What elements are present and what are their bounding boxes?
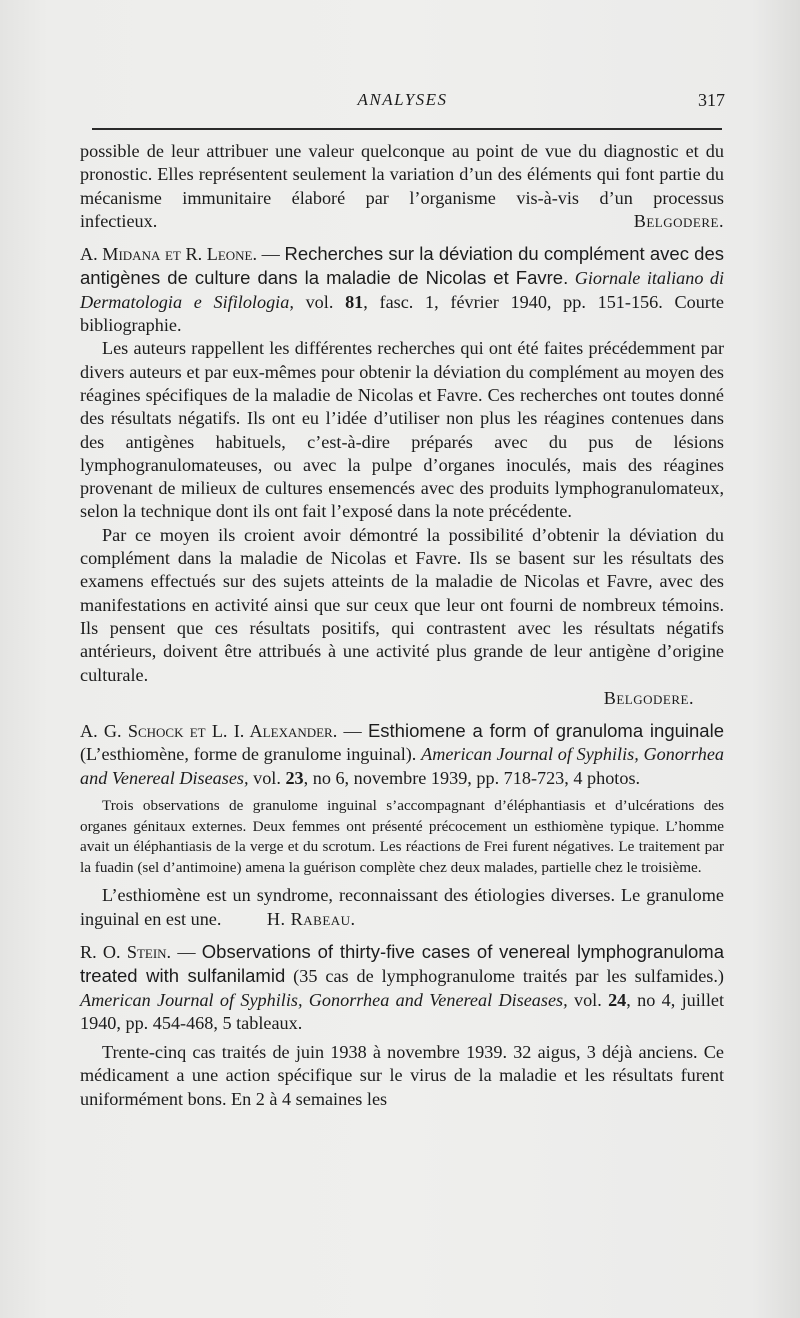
entry-2-p2-text: L’esthiomène est un syndrome, reconnaissant des étiologies diverses. Le granulome inguinal en est une. (80, 885, 724, 929)
entry-1-dash: — (257, 244, 285, 265)
running-head: ANALYSES (357, 90, 448, 109)
entry-2-authors: A. G. Schock et L. I. Alexander. (80, 721, 338, 742)
intro-signature: Belgodere. (633, 210, 724, 231)
page-number: 317 (698, 90, 725, 110)
intro-paragraph (80, 140, 724, 233)
entry-2-paragraph-2 (80, 884, 724, 931)
entry-2-vol-prefix: vol. (248, 767, 286, 788)
entry-3-authors: R. O. Stein. (80, 941, 172, 962)
entry-3-vol-prefix: vol. (567, 989, 609, 1010)
entry-3-ref-tail: , no 4, juillet 1940, pp. 454-468, 5 tableaux. (80, 989, 724, 1033)
entry-1-vol-prefix: vol. (293, 291, 346, 312)
entry-2-title: Esthiomene a form of granuloma inguinale (367, 720, 724, 742)
entry-2-signature: H. Rabeau. (266, 908, 356, 929)
entry-2-ref-tail: , no 6, novembre 1939, pp. 718-723, 4 photos. (303, 767, 641, 788)
entry-2-paragraph-1: Trois observations de granulome inguinal s’accompagnant d’éléphantiasis et d’ulcérations des organes génitaux externes. Deux femmes ont présenté précocement un esthiomène typique. L’homme avait un éléphantiasis de la verge et du scrotum. Les réactions de Frei furent négatives. Le traitement par la fuadin (sel d’antimoine) amena la guérison complète chez deux malades, partielle chez le troisième. (80, 797, 724, 876)
header-rule (92, 128, 722, 130)
entry-2-journal: American Journal of Syphilis, Gonorrhea and Venereal Diseases, (80, 744, 724, 788)
entry-1-citation (80, 242, 724, 337)
entry-2-volume: 23 (285, 767, 304, 788)
intro-text: possible de leur attribuer une valeur quelconque au point de vue du diagnostic et du pronostic. Elles représentent seulement la variation d’un des éléments qui font partie du mécanisme immunitaire élaboré par l’organisme vis-à-vis d’un processus infectieux. (80, 141, 724, 231)
entry-1-ref-tail: , fasc. 1, février 1940, pp. 151-156. Courte bibliographie. (80, 291, 724, 336)
entry-1-journal: Giornale italiano di Dermatologia e Sifilologia, (80, 268, 725, 312)
page-header (80, 90, 725, 120)
entry-2-dash: — (337, 721, 368, 742)
entry-3-dash: — (171, 941, 202, 962)
entry-3-citation (80, 940, 724, 1035)
entry-1-authors: A. Midana et R. Leone. (80, 244, 258, 265)
entry-3-paragraph-1: Trente-cinq cas traités de juin 1938 à novembre 1939. 32 aigus, 3 déjà anciens. Ce médicament a une action spécifique sur le virus de la maladie et les résultats furent uniformément bons. En 2 à 4 semaines les (80, 1042, 724, 1109)
entry-1-signature: Belgodere. (603, 687, 694, 708)
entry-3-subtitle: (35 cas de lymphogranulome traités par les sulfamides.) (285, 966, 724, 987)
entry-3-journal: American Journal of Syphilis, Gonorrhea and Venereal Diseases, (80, 989, 568, 1010)
entry-3-title: Observations of thirty-five cases of venereal lymphogranuloma treated with sulfanilamid (80, 940, 725, 987)
entry-3-volume: 24 (608, 989, 627, 1010)
entry-2-citation (80, 719, 724, 790)
entry-1-paragraph-2 (80, 524, 724, 687)
entry-2-subtitle: (L’esthiomène, forme de granulome inguinal). (80, 744, 422, 765)
entry-1-volume: 81 (345, 291, 364, 312)
body-text (80, 140, 724, 1111)
entry-1-signature-line (80, 687, 724, 710)
entry-1-paragraph-1: Les auteurs rappellent les différentes recherches qui ont été faites précédemment par divers auteurs et par eux-mêmes pour obtenir la déviation du complément au moyen des réagines spécifiques de la maladie de Nicolas et Favre. Ces recherches ont toutes donné des résultats négatifs. Ils ont eu l’idée d’utiliser non plus les réagines contenues dans des antigènes habituels, c’est-à-dire préparés avec du pus de lésions lymphogranulomateuses, ou avec la pulpe d’organes inoculés, mais des réagines provenant de milieux de cultures ensemencés avec des produits lymphogranulomateux, selon la technique dont ils ont fait l’exposé dans la note précédente. (80, 338, 724, 522)
entry-1-title: Recherches sur la déviation du complément avec des antigènes de culture dans la maladie de Nicolas et Favre. (80, 243, 724, 289)
entry-1-p2-text: Par ce moyen ils croient avoir démontré la possibilité d’obtenir la déviation du complément dans la maladie de Nicolas et Favre. Ils se basent sur les résultats des examens effectués sur des sujets atteints de la maladie de Nicolas et Favre, avec des manifestations en activité ainsi que sur ceux que leur ont fourni de nombreux témoins. Ils pensent que ces résultats positifs, qui contrastent avec les résultats négatifs antérieurs, doivent être attribués à une activité plus grande de leur antigène d’origine culturale. (80, 524, 724, 685)
